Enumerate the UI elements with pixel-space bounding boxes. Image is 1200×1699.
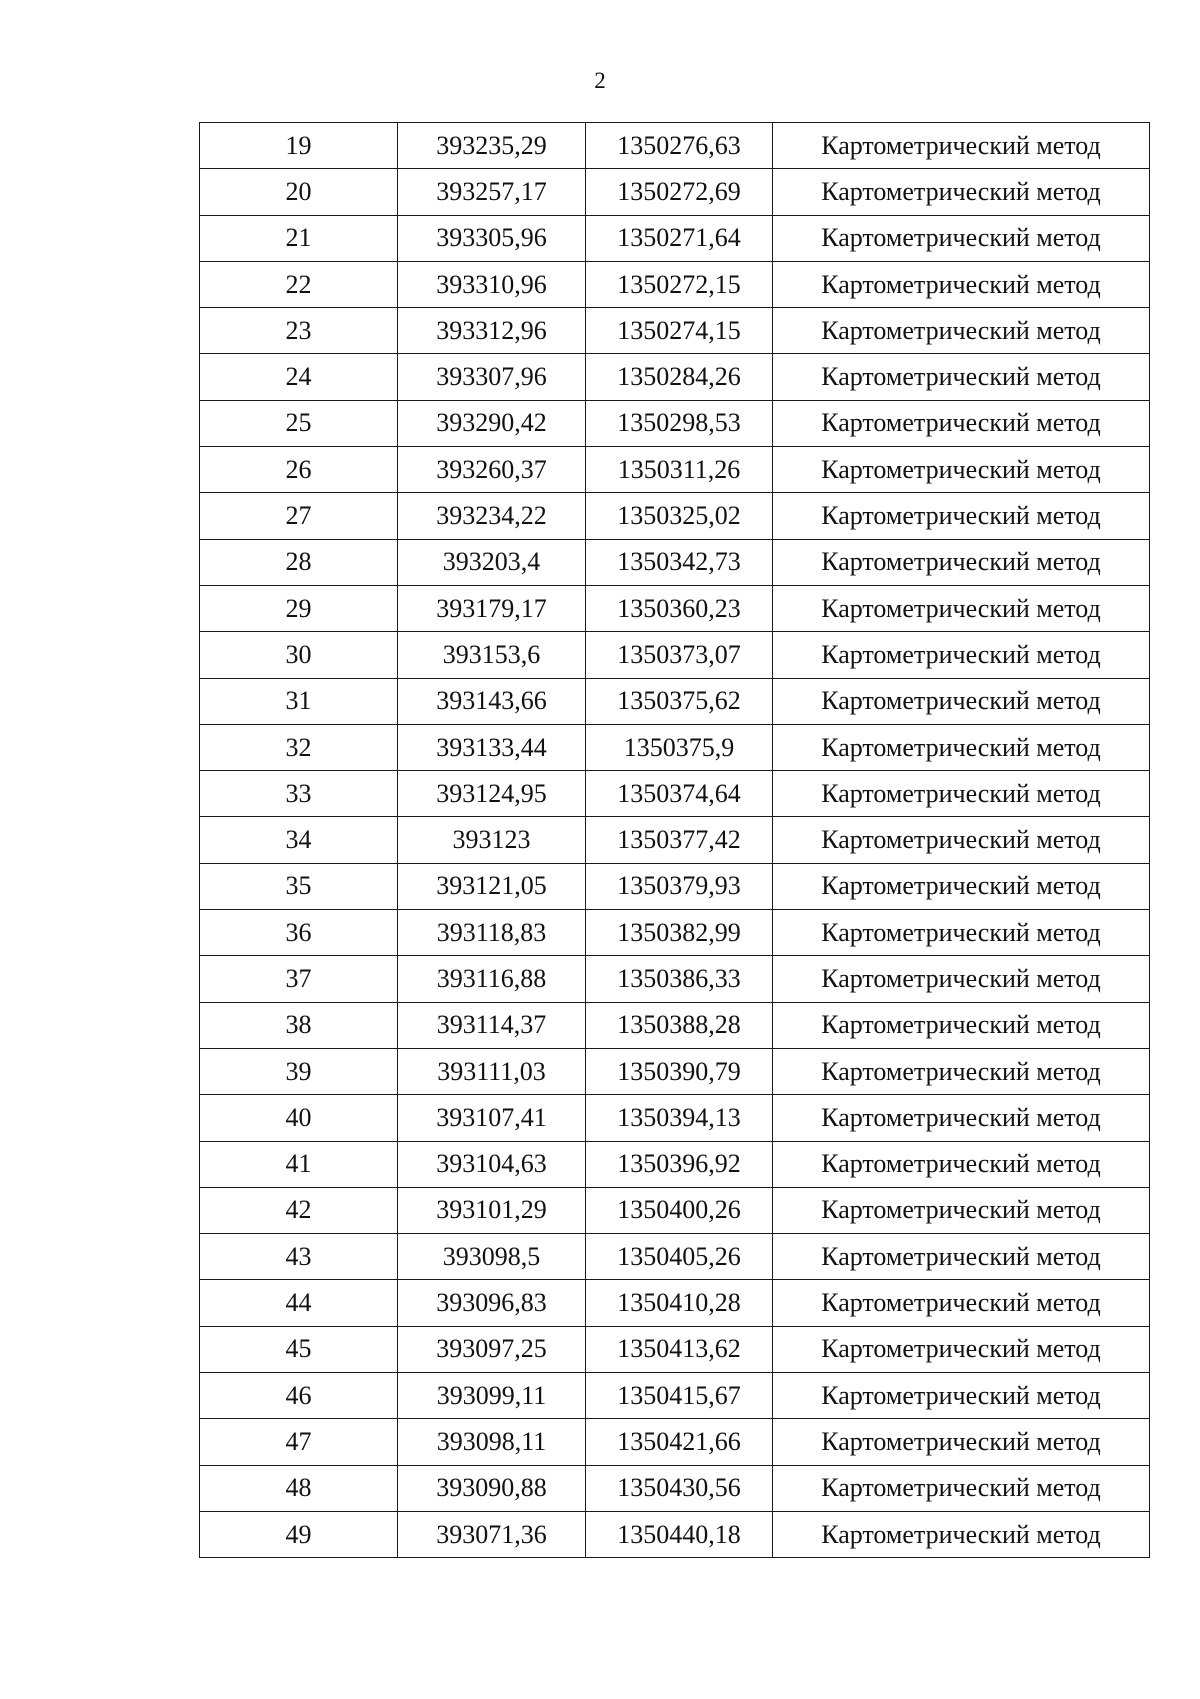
y-coordinate-cell: 1350276,63: [586, 123, 773, 169]
y-coordinate-cell: 1350386,33: [586, 956, 773, 1002]
table-row: [200, 956, 1150, 1002]
method-cell: Картометрический метод: [773, 1465, 1150, 1511]
point-number-cell: 36: [200, 910, 398, 956]
y-coordinate-cell: 1350390,79: [586, 1048, 773, 1094]
table-row: [200, 1326, 1150, 1372]
point-number-cell: 27: [200, 493, 398, 539]
table-row: [200, 1465, 1150, 1511]
method-cell: Картометрический метод: [773, 1419, 1150, 1465]
method-cell: Картометрический метод: [773, 354, 1150, 400]
table-row: [200, 1373, 1150, 1419]
table-row: [200, 1234, 1150, 1280]
table-row: [200, 863, 1150, 909]
x-coordinate-cell: 393090,88: [398, 1465, 586, 1511]
table-row: [200, 1280, 1150, 1326]
point-number-cell: 38: [200, 1002, 398, 1048]
method-cell: Картометрический метод: [773, 400, 1150, 446]
method-cell: Картометрический метод: [773, 1095, 1150, 1141]
point-number-cell: 45: [200, 1326, 398, 1372]
method-cell: Картометрический метод: [773, 585, 1150, 631]
y-coordinate-cell: 1350405,26: [586, 1234, 773, 1280]
table-row: [200, 261, 1150, 307]
x-coordinate-cell: 393123: [398, 817, 586, 863]
method-cell: Картометрический метод: [773, 261, 1150, 307]
x-coordinate-cell: 393099,11: [398, 1373, 586, 1419]
point-number-cell: 43: [200, 1234, 398, 1280]
method-cell: Картометрический метод: [773, 1511, 1150, 1557]
point-number-cell: 32: [200, 724, 398, 770]
y-coordinate-cell: 1350413,62: [586, 1326, 773, 1372]
method-cell: Картометрический метод: [773, 1326, 1150, 1372]
x-coordinate-cell: 393096,83: [398, 1280, 586, 1326]
method-cell: Картометрический метод: [773, 1373, 1150, 1419]
point-number-cell: 42: [200, 1187, 398, 1233]
y-coordinate-cell: 1350382,99: [586, 910, 773, 956]
method-cell: Картометрический метод: [773, 447, 1150, 493]
table-row: [200, 447, 1150, 493]
point-number-cell: 33: [200, 771, 398, 817]
table-row: [200, 1187, 1150, 1233]
method-cell: Картометрический метод: [773, 863, 1150, 909]
method-cell: Картометрический метод: [773, 169, 1150, 215]
x-coordinate-cell: 393111,03: [398, 1048, 586, 1094]
table-row: [200, 910, 1150, 956]
point-number-cell: 29: [200, 585, 398, 631]
point-number-cell: 30: [200, 632, 398, 678]
y-coordinate-cell: 1350421,66: [586, 1419, 773, 1465]
method-cell: Картометрический метод: [773, 1141, 1150, 1187]
x-coordinate-cell: 393260,37: [398, 447, 586, 493]
method-cell: Картометрический метод: [773, 724, 1150, 770]
y-coordinate-cell: 1350410,28: [586, 1280, 773, 1326]
y-coordinate-cell: 1350377,42: [586, 817, 773, 863]
table-row: [200, 1511, 1150, 1557]
x-coordinate-cell: 393071,36: [398, 1511, 586, 1557]
table-row: [200, 308, 1150, 354]
method-cell: Картометрический метод: [773, 632, 1150, 678]
x-coordinate-cell: 393307,96: [398, 354, 586, 400]
y-coordinate-cell: 1350272,15: [586, 261, 773, 307]
point-number-cell: 35: [200, 863, 398, 909]
x-coordinate-cell: 393179,17: [398, 585, 586, 631]
x-coordinate-cell: 393234,22: [398, 493, 586, 539]
method-cell: Картометрический метод: [773, 1280, 1150, 1326]
point-number-cell: 24: [200, 354, 398, 400]
y-coordinate-cell: 1350360,23: [586, 585, 773, 631]
table-row: [200, 354, 1150, 400]
method-cell: Картометрический метод: [773, 539, 1150, 585]
point-number-cell: 19: [200, 123, 398, 169]
point-number-cell: 22: [200, 261, 398, 307]
x-coordinate-cell: 393107,41: [398, 1095, 586, 1141]
method-cell: Картометрический метод: [773, 1048, 1150, 1094]
point-number-cell: 26: [200, 447, 398, 493]
method-cell: Картометрический метод: [773, 123, 1150, 169]
point-number-cell: 21: [200, 215, 398, 261]
table-row: [200, 724, 1150, 770]
x-coordinate-cell: 393235,29: [398, 123, 586, 169]
method-cell: Картометрический метод: [773, 678, 1150, 724]
y-coordinate-cell: 1350274,15: [586, 308, 773, 354]
y-coordinate-cell: 1350415,67: [586, 1373, 773, 1419]
point-number-cell: 44: [200, 1280, 398, 1326]
x-coordinate-cell: 393116,88: [398, 956, 586, 1002]
method-cell: Картометрический метод: [773, 817, 1150, 863]
x-coordinate-cell: 393133,44: [398, 724, 586, 770]
coordinates-table: [199, 122, 1150, 1558]
y-coordinate-cell: 1350388,28: [586, 1002, 773, 1048]
table-row: [200, 400, 1150, 446]
x-coordinate-cell: 393098,5: [398, 1234, 586, 1280]
point-number-cell: 28: [200, 539, 398, 585]
x-coordinate-cell: 393143,66: [398, 678, 586, 724]
y-coordinate-cell: 1350375,9: [586, 724, 773, 770]
y-coordinate-cell: 1350440,18: [586, 1511, 773, 1557]
y-coordinate-cell: 1350379,93: [586, 863, 773, 909]
x-coordinate-cell: 393098,11: [398, 1419, 586, 1465]
x-coordinate-cell: 393203,4: [398, 539, 586, 585]
table-row: [200, 632, 1150, 678]
method-cell: Картометрический метод: [773, 771, 1150, 817]
point-number-cell: 49: [200, 1511, 398, 1557]
y-coordinate-cell: 1350325,02: [586, 493, 773, 539]
table-row: [200, 771, 1150, 817]
table-row: [200, 123, 1150, 169]
x-coordinate-cell: 393097,25: [398, 1326, 586, 1372]
x-coordinate-cell: 393124,95: [398, 771, 586, 817]
x-coordinate-cell: 393114,37: [398, 1002, 586, 1048]
table-row: [200, 1419, 1150, 1465]
y-coordinate-cell: 1350271,64: [586, 215, 773, 261]
y-coordinate-cell: 1350375,62: [586, 678, 773, 724]
point-number-cell: 39: [200, 1048, 398, 1094]
point-number-cell: 46: [200, 1373, 398, 1419]
y-coordinate-cell: 1350374,64: [586, 771, 773, 817]
x-coordinate-cell: 393290,42: [398, 400, 586, 446]
x-coordinate-cell: 393101,29: [398, 1187, 586, 1233]
point-number-cell: 47: [200, 1419, 398, 1465]
method-cell: Картометрический метод: [773, 956, 1150, 1002]
page-number: 2: [594, 68, 606, 93]
point-number-cell: 41: [200, 1141, 398, 1187]
table-row: [200, 817, 1150, 863]
y-coordinate-cell: 1350396,92: [586, 1141, 773, 1187]
point-number-cell: 23: [200, 308, 398, 354]
method-cell: Картометрический метод: [773, 1234, 1150, 1280]
point-number-cell: 40: [200, 1095, 398, 1141]
table-row: [200, 678, 1150, 724]
method-cell: Картометрический метод: [773, 215, 1150, 261]
method-cell: Картометрический метод: [773, 1187, 1150, 1233]
y-coordinate-cell: 1350298,53: [586, 400, 773, 446]
method-cell: Картометрический метод: [773, 493, 1150, 539]
method-cell: Картометрический метод: [773, 308, 1150, 354]
y-coordinate-cell: 1350373,07: [586, 632, 773, 678]
point-number-cell: 37: [200, 956, 398, 1002]
x-coordinate-cell: 393312,96: [398, 308, 586, 354]
x-coordinate-cell: 393118,83: [398, 910, 586, 956]
y-coordinate-cell: 1350394,13: [586, 1095, 773, 1141]
table-row: [200, 493, 1150, 539]
table-row: [200, 1002, 1150, 1048]
method-cell: Картометрический метод: [773, 910, 1150, 956]
table-row: [200, 539, 1150, 585]
point-number-cell: 20: [200, 169, 398, 215]
table-row: [200, 169, 1150, 215]
y-coordinate-cell: 1350342,73: [586, 539, 773, 585]
x-coordinate-cell: 393104,63: [398, 1141, 586, 1187]
method-cell: Картометрический метод: [773, 1002, 1150, 1048]
x-coordinate-cell: 393305,96: [398, 215, 586, 261]
x-coordinate-cell: 393310,96: [398, 261, 586, 307]
table-row: [200, 1048, 1150, 1094]
y-coordinate-cell: 1350400,26: [586, 1187, 773, 1233]
point-number-cell: 48: [200, 1465, 398, 1511]
table-row: [200, 1095, 1150, 1141]
x-coordinate-cell: 393121,05: [398, 863, 586, 909]
x-coordinate-cell: 393153,6: [398, 632, 586, 678]
table-row: [200, 215, 1150, 261]
y-coordinate-cell: 1350284,26: [586, 354, 773, 400]
y-coordinate-cell: 1350311,26: [586, 447, 773, 493]
point-number-cell: 31: [200, 678, 398, 724]
coordinates-table-body: [200, 123, 1150, 1558]
point-number-cell: 34: [200, 817, 398, 863]
x-coordinate-cell: 393257,17: [398, 169, 586, 215]
y-coordinate-cell: 1350272,69: [586, 169, 773, 215]
table-row: [200, 1141, 1150, 1187]
y-coordinate-cell: 1350430,56: [586, 1465, 773, 1511]
table-row: [200, 585, 1150, 631]
point-number-cell: 25: [200, 400, 398, 446]
